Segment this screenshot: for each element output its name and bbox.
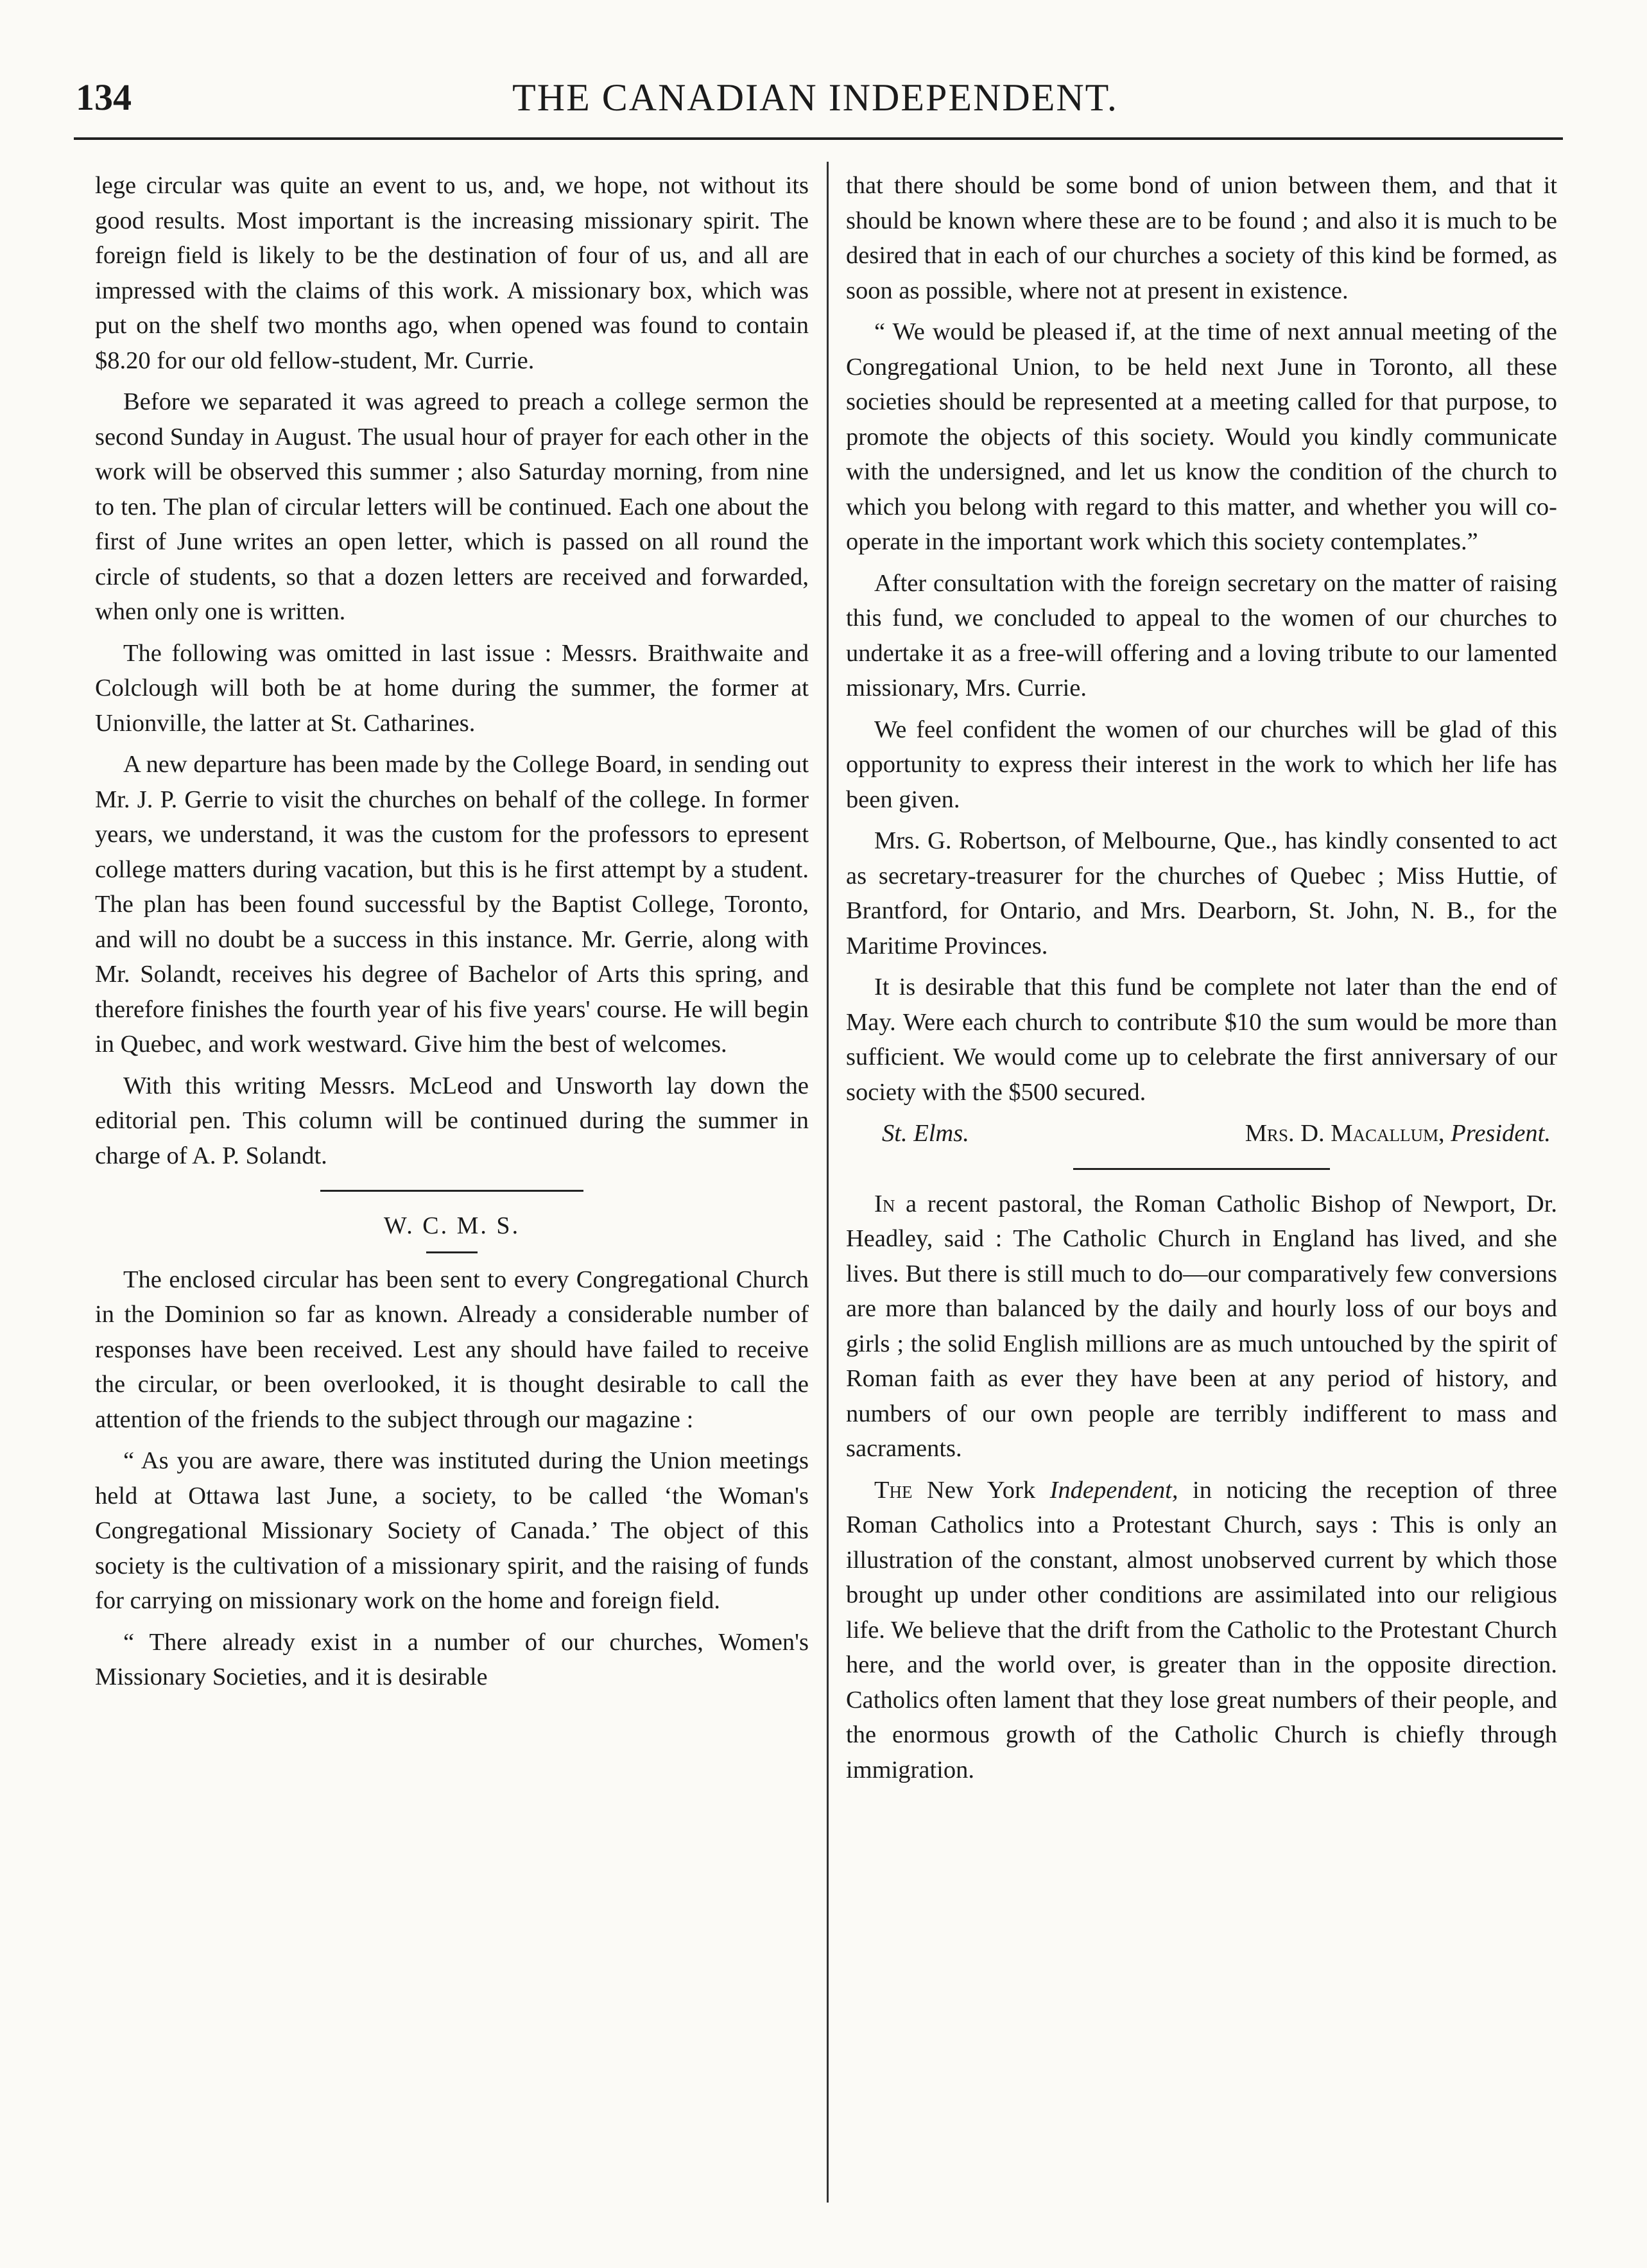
paragraph — [846, 1473, 1557, 1788]
paragraph: Before we separated it was agreed to preach a college sermon the second Sunday in August. The usual hour of prayer for each other in the work will be observed this summer ; also Saturday morning, from nine to ten. The plan of circular letters will be continued. Each one about the first of June writes an open letter, which is passed on all round the circle of students, so that a dozen letters are received and forwarded, when only one is written. — [95, 388, 809, 625]
paragraph: The enclosed circular has been sent to every Congregational Church in the Dominion so far as known. Already a considerable number of responses have been received. Lest any should have failed to receive the circular, or been overlooked, it is thought desirable to call the attention of the friends to the subject through our magazine : — [95, 1266, 809, 1433]
signature-title: President. — [1451, 1120, 1551, 1147]
title-underline — [426, 1251, 478, 1253]
paragraph-lead: The — [874, 1476, 913, 1504]
paragraph: Mrs. G. Robertson, of Melbourne, Que., has kindly consented to act as secretary-treasurer for the churches of Quebec ; Miss Huttie, of Brantford, for Ontario, and Mrs. Dearborn, St. John, N. B., for the Maritime Provinces. — [846, 827, 1557, 959]
paragraph: that there should be some bond of union between them, and that it should be known where these are to be found ; and also it is much to be desired that in each of our churches a society of this kind be formed, as soon as possible, where not at present in existence. — [846, 172, 1557, 304]
header-rule — [74, 137, 1563, 140]
section-divider — [1073, 1168, 1330, 1170]
paragraph: We feel confident the women of our churches will be glad of this opportunity to express their interest in the work to which her life has been given. — [846, 716, 1557, 813]
paragraph: With this writing Messrs. McLeod and Unsworth lay down the editorial pen. This column will be continued during the summer in charge of A. P. Solandt. — [95, 1072, 809, 1169]
paragraph: “ We would be pleased if, at the time of next annual meeting of the Congregational Union, to be held next June in Toronto, all these societies should be represented at a meeting called for that purpose, to promote the objects of this society. Would you kindly communicate with the undersigned, and let us know the condition of the church to which you belong with regard to this matter, and whether you will co-operate in the important work which this society contemplates.” — [846, 318, 1557, 555]
paragraph: After consultation with the foreign secretary on the matter of raising this fund, we concluded to appeal to the women of our churches to undertake it as a free-will offering and a loving tribute to our lamented missionary, Mrs. Currie. — [846, 569, 1557, 701]
right-column — [846, 168, 1557, 1794]
paragraph-text: in noticing the reception of three Roman Catholics into a Protestant Church, says : This is only an illustration of the constant, almost unobserved current by which those brought up under other conditions are assimilated into our religious life. We believe that the drift from the Catholic to the Protestant Church here, and the world over, is greater than in the opposite direction. Catholics often lament that they lose great numbers of their people, and the enormous growth of the Catholic Church is chiefly through immigration. — [846, 1476, 1557, 1783]
paragraph: A new departure has been made by the College Board, in sending out Mr. J. P. Gerrie to visit the churches on behalf of the college. In former years, we understand, it was the custom for the professors to epresent college matters during vacation, but this is he first attempt by a student. The plan has been found successful by the Baptist College, Toronto, and will no doubt be a success in this instance. Mr. Gerrie, along with Mr. Solandt, receives his degree of Bachelor of Arts this spring, and therefore finishes the fourth year of his five years' course. He will begin in Quebec, and work westward. Give him the best of welcomes. — [95, 751, 809, 1058]
section-title: W. C. M. S. — [383, 1212, 521, 1239]
section-divider — [320, 1190, 583, 1192]
signature-place: St. Elms. — [882, 1120, 969, 1147]
paragraph: “ There already exist in a number of our churches, Women's Missionary Societies, and it is desirable — [95, 1628, 809, 1690]
paragraph: The following was omitted in last issue : Messrs. Braithwaite and Colclough will both be at home during the summer, the former at Unionville, the latter at St. Catharines. — [95, 639, 809, 737]
page-number: 134 — [76, 76, 132, 118]
journal-title: THE CANADIAN INDEPENDENT. — [512, 76, 1118, 119]
publication-title: Independent, — [1049, 1476, 1178, 1504]
paragraph — [846, 1187, 1557, 1466]
paragraph: “ As you are aware, there was instituted during the Union meetings held at Ottawa last June, a society, to be called ‘the Woman's Congregational Missionary Society of Canada.’ The object of this society is the cultivation of a missionary spirit, and the raising of funds for carrying on missionary work on the home and foreign field. — [95, 1447, 809, 1614]
paragraph-text: a recent pastoral, the Roman Catholic Bishop of Newport, Dr. Headley, said : The Catholic Church in England has lived, and she lives. But there is still much to do—our comparatively few conversions are more than balanced by the daily and hourly loss of our boys and girls ; the solid English millions are as much untouched by the spirit of Roman faith as ever they have been at any period of history, and numbers of our own people are terribly indifferent to mass and sacraments. — [846, 1190, 1557, 1462]
signature-name: Mrs. D. Macallum, — [1245, 1120, 1445, 1147]
left-column — [95, 168, 809, 1701]
signature-name-block — [1245, 1116, 1551, 1151]
paragraph-text: New York — [912, 1476, 1050, 1504]
paragraph: lege circular was quite an event to us, and, we hope, not without its good results. Most important is the increasing missionary spirit. The foreign field is likely to be the destination of four of us, and all are impressed with the claims of this work. A missionary box, which was put on the shelf two months ago, when opened was found to contain $8.20 for our old fellow-student, Mr. Currie. — [95, 172, 809, 374]
page-header — [0, 76, 1647, 140]
column-divider — [827, 162, 829, 2203]
paragraph-lead: In — [874, 1190, 895, 1217]
signature — [846, 1116, 1557, 1151]
paragraph: It is desirable that this fund be complete not later than the end of May. Were each church to contribute $10 the sum would be more than sufficient. We would come up to celebrate the first anniversary of our society with the $500 secured. — [846, 974, 1557, 1106]
